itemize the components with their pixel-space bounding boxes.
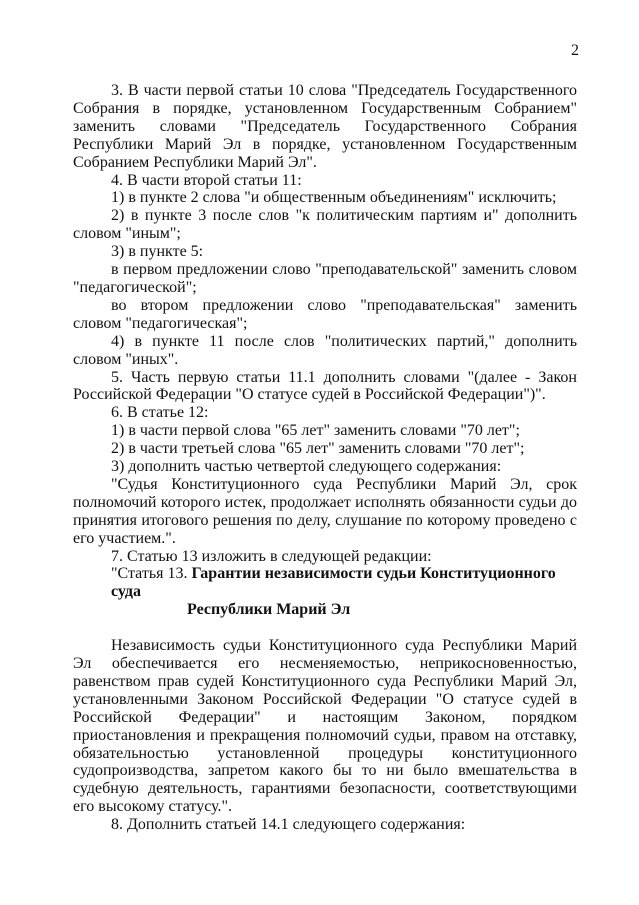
article-title-prefix: "Статья 13. <box>111 565 192 583</box>
paragraph-first-sentence: в первом предложении слово "преподавательской" заменить словом "педагогической"; <box>73 261 577 296</box>
paragraph-article-12-subitem-1: 1) в части первой слова "65 лет" заменить словами "70 лет"; <box>111 422 520 440</box>
page-number: 2 <box>571 42 579 59</box>
paragraph-item-5-article-11-1: 5. Часть первую статьи 11.1 дополнить словами "(далее - Закон Российской Федерации "О статусе судей в Российской Федерации")". <box>73 368 577 404</box>
paragraph-item-3-article-10: 3. В части первой статьи 10 слова "Председатель Государственного Собрания в порядке, установленном Государственным Собранием" заменить словами "Председатель Государственного Собрания Республики Марий Эл в порядке, установленном Государственным Собранием Республики Марий Эл". <box>73 82 577 171</box>
paragraph-article-12-subitem-3: 3) дополнить частью четвертой следующего содержания: <box>111 458 502 476</box>
article-title-line1: Гарантии независимости судьи Конституционного суда <box>111 565 556 601</box>
paragraph-subitem-3: 3) в пункте 5: <box>111 243 204 261</box>
document-body <box>73 82 577 834</box>
paragraph-item-8-article-14-1: 8. Дополнить статьей 14.1 следующего содержания: <box>111 816 466 834</box>
paragraph-item-6-article-12: 6. В статье 12: <box>111 404 209 422</box>
paragraph-item-7-article-13: 7. Статью 13 изложить в следующей редакции: <box>111 547 432 565</box>
article-13-title <box>73 565 577 619</box>
paragraph-quoted-judge-term: "Судья Конституционного суда Республики Марий Эл, срок полномочий которого истек, продолжает исполнять обязанности судьи до принятия итогового решения по делу, слушание по которому проведено с его участием.". <box>73 475 577 547</box>
paragraph-subitem-1: 1) в пункте 2 слова "и общественным объединениям" исключить; <box>111 189 557 207</box>
paragraph-independence-guarantees: Независимость судьи Конституционного суда Республики Марий Эл обеспечивается его несменяемостью, неприкосновенностью, равенством прав судей Конституционного суда Республики Марий Эл, установленными Законом Российской Федерации "О статусе судей в Российской Федерации" и настоящим Законом, порядком приостановления и прекращения полномочий судьи, правом на отставку, обязательностью установленной процедуры конституционного судопроизводства, запретом какого бы то ни было вмешательства в судебную деятельность, гарантиями безопасности, соответствующими его высокому статусу.". <box>73 637 577 816</box>
article-title-line2: Республики Марий Эл <box>187 601 351 619</box>
blank-line <box>73 619 577 637</box>
paragraph-subitem-2: 2) в пункте 3 после слов "к политическим партиям и" дополнить словом "иным"; <box>73 207 577 243</box>
paragraph-second-sentence: во втором предложении слово "преподавательская" заменить словом "педагогическая"; <box>73 296 577 332</box>
paragraph-article-12-subitem-2: 2) в части третьей слова "65 лет" заменить словами "70 лет"; <box>111 440 525 458</box>
paragraph-subitem-4: 4) в пункте 11 после слов "политических партий," дополнить словом "иных". <box>73 332 577 368</box>
paragraph-item-4-article-11: 4. В части второй статьи 11: <box>111 171 302 189</box>
